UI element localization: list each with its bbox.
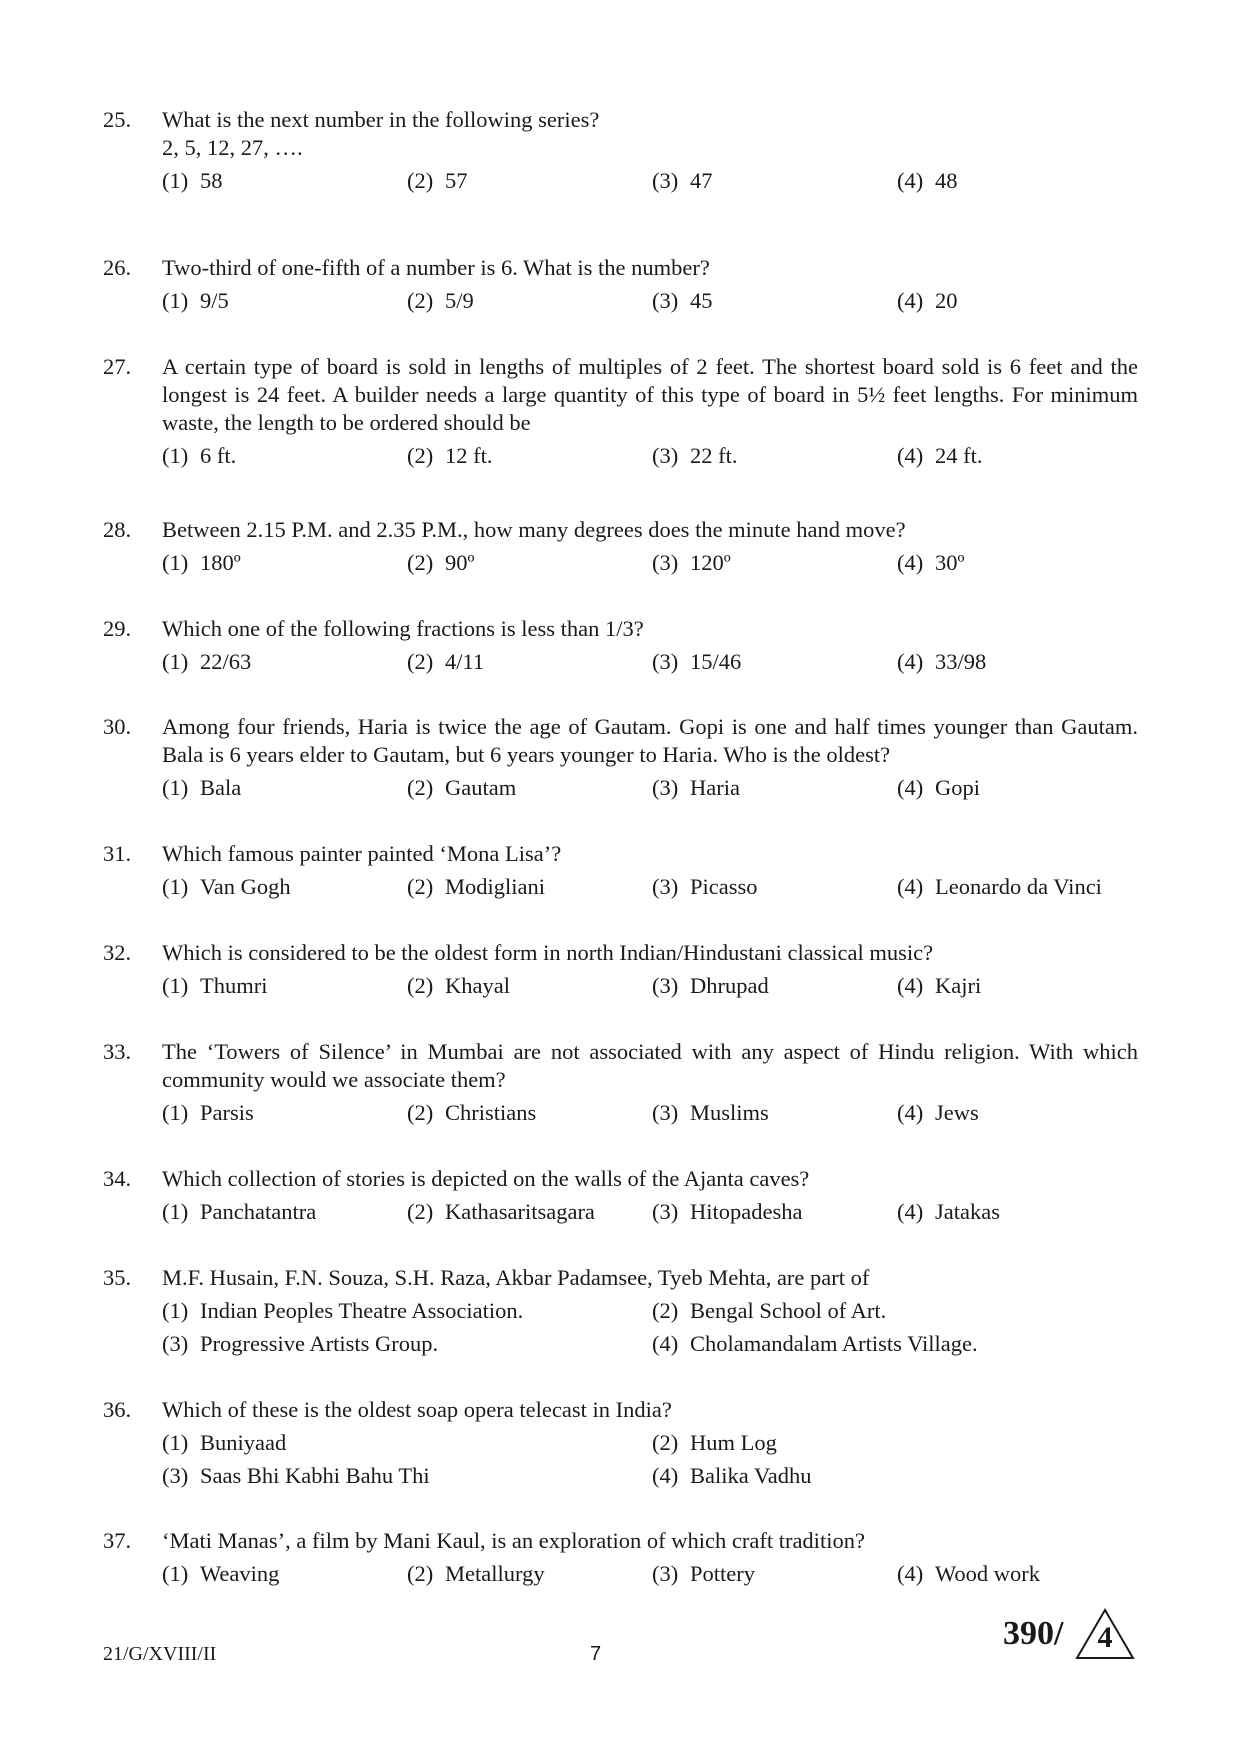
option-number: (2)	[407, 168, 434, 193]
question-line: Which collection of stories is depicted on the walls of the Ajanta caves?	[162, 1166, 810, 1191]
option-3[interactable]	[652, 549, 731, 577]
option-text: Leonardo da Vinci	[935, 874, 1102, 899]
option-text: Saas Bhi Kabhi Bahu Thi	[200, 1463, 430, 1488]
options	[162, 648, 1138, 681]
option-number: (3)	[652, 443, 679, 468]
option-text: Hum Log	[690, 1430, 777, 1455]
question-number: 33.	[103, 1039, 132, 1064]
option-number: (4)	[897, 649, 924, 674]
option-4[interactable]	[897, 873, 1102, 901]
option-text: 180º	[200, 550, 241, 575]
question-line: Which one of the following fractions is less than 1/3?	[162, 616, 644, 641]
question-number: 28.	[103, 517, 132, 542]
option-2[interactable]	[407, 442, 493, 470]
option-number: (3)	[162, 1331, 189, 1356]
option-text: 24 ft.	[935, 443, 983, 468]
option-text: Progressive Artists Group.	[200, 1331, 439, 1356]
option-text: 120º	[690, 550, 731, 575]
option-text: Panchatantra	[200, 1199, 317, 1224]
option-text: Kathasaritsagara	[445, 1199, 595, 1224]
option-text: Modigliani	[445, 874, 545, 899]
question-text: A certain type of board is sold in lengths of multiples of 2 feet. The shortest board sold is 6 feet and the longest is 24 feet. A builder needs a large quantity of this type of board in 5½ feet lengths. For minimum waste, the length to be ordered should be	[162, 354, 1138, 435]
option-text: Buniyaad	[200, 1430, 287, 1455]
option-text: Bala	[200, 775, 242, 800]
option-3[interactable]	[652, 648, 741, 676]
option-number: (3)	[652, 1199, 679, 1224]
question-27	[103, 353, 1138, 475]
option-text: Cholamandalam Artists Village.	[690, 1331, 978, 1356]
option-3[interactable]	[652, 442, 738, 470]
option-1[interactable]	[162, 1297, 523, 1325]
question-number: 34.	[103, 1166, 132, 1191]
options	[162, 1198, 1138, 1231]
option-text: 5/9	[445, 288, 474, 313]
option-number: (2)	[407, 1561, 434, 1586]
option-2[interactable]	[407, 287, 474, 315]
option-number: (1)	[162, 168, 189, 193]
option-number: (2)	[407, 550, 434, 575]
option-number: (4)	[897, 168, 924, 193]
option-3[interactable]	[652, 1198, 802, 1226]
question-number: 25.	[103, 107, 132, 132]
option-number: (3)	[652, 288, 679, 313]
option-text: Haria	[690, 775, 740, 800]
options	[162, 1560, 1138, 1593]
option-number: (1)	[162, 1298, 189, 1323]
question-text: Among four friends, Haria is twice the age of Gautam. Gopi is one and half times younger than Gautam. Bala is 6 years elder to Gautam, but 6 years younger to Haria. Who is the oldest?	[162, 714, 1138, 767]
question-text: The ‘Towers of Silence’ in Mumbai are not associated with any aspect of Hindu religion. With which community would we associate them?	[162, 1039, 1138, 1092]
question-26	[103, 254, 1138, 320]
option-text: 58	[200, 168, 223, 193]
option-number: (2)	[407, 443, 434, 468]
option-number: (1)	[162, 973, 189, 998]
option-text: Picasso	[690, 874, 758, 899]
question-33	[103, 1038, 1138, 1132]
question-31	[103, 840, 1138, 906]
option-2[interactable]	[407, 549, 474, 577]
question-34	[103, 1165, 1138, 1231]
option-1[interactable]	[162, 1560, 279, 1588]
option-1[interactable]	[162, 442, 236, 470]
option-2[interactable]	[407, 972, 510, 1000]
option-3[interactable]	[652, 873, 758, 901]
option-text: 9/5	[200, 288, 229, 313]
option-number: (2)	[407, 775, 434, 800]
option-number: (3)	[652, 1100, 679, 1125]
option-text: Bengal School of Art.	[690, 1298, 887, 1323]
option-number: (1)	[162, 775, 189, 800]
option-3[interactable]	[652, 972, 769, 1000]
option-4[interactable]	[897, 549, 964, 577]
question-line: Which famous painter painted ‘Mona Lisa’?	[162, 841, 562, 866]
question-number: 27.	[103, 354, 132, 379]
option-number: (2)	[407, 288, 434, 313]
paper-code: 21/G/XVIII/II	[103, 1643, 217, 1665]
options	[162, 873, 1138, 906]
question-line: 2, 5, 12, 27, ….	[162, 135, 303, 160]
option-text: Muslims	[690, 1100, 769, 1125]
option-number: (3)	[652, 874, 679, 899]
option-4[interactable]	[897, 167, 958, 195]
set-number: 390/	[1003, 1615, 1064, 1652]
option-text: 33/98	[935, 649, 987, 674]
option-2[interactable]	[652, 1429, 777, 1457]
question-line: M.F. Husain, F.N. Souza, S.H. Raza, Akbar Padamsee, Tyeb Mehta, are part of	[162, 1265, 870, 1290]
question-text	[162, 254, 1138, 282]
option-4[interactable]	[897, 1099, 979, 1127]
option-3[interactable]	[162, 1330, 438, 1358]
option-number: (3)	[652, 1561, 679, 1586]
options	[162, 167, 1138, 200]
question-text	[162, 1396, 1138, 1424]
question-29	[103, 615, 1138, 681]
option-4[interactable]	[897, 442, 983, 470]
option-4[interactable]	[897, 1198, 1000, 1226]
set-variant-badge	[1075, 1608, 1135, 1660]
option-text: Jews	[935, 1100, 979, 1125]
option-text: Metallurgy	[445, 1561, 545, 1586]
option-text: 30º	[935, 550, 965, 575]
option-number: (4)	[897, 1561, 924, 1586]
question-text	[162, 1527, 1138, 1555]
option-text: Gopi	[935, 775, 980, 800]
option-number: (3)	[652, 649, 679, 674]
option-number: (1)	[162, 874, 189, 899]
option-text: Pottery	[690, 1561, 755, 1586]
option-text: Gautam	[445, 775, 517, 800]
option-text: 90º	[445, 550, 475, 575]
option-text: Christians	[445, 1100, 537, 1125]
option-text: Hitopadesha	[690, 1199, 803, 1224]
option-number: (2)	[407, 874, 434, 899]
option-number: (2)	[407, 1199, 434, 1224]
question-line: Which is considered to be the oldest form in north Indian/Hindustani classical music?	[162, 940, 934, 965]
option-text: Dhrupad	[690, 973, 769, 998]
option-text: Indian Peoples Theatre Association.	[200, 1298, 524, 1323]
option-2[interactable]	[407, 1560, 545, 1588]
option-1[interactable]	[162, 287, 229, 315]
option-1[interactable]	[162, 167, 223, 195]
option-3[interactable]	[652, 287, 713, 315]
option-1[interactable]	[162, 1198, 316, 1226]
options	[162, 972, 1138, 1005]
option-1[interactable]	[162, 648, 251, 676]
question-32	[103, 939, 1138, 1005]
set-variant-number: 4	[1097, 1621, 1113, 1654]
page-number: 7	[590, 1643, 602, 1665]
option-number: (1)	[162, 443, 189, 468]
question-number: 29.	[103, 616, 132, 641]
option-number: (1)	[162, 288, 189, 313]
question-line: What is the next number in the following series?	[162, 107, 600, 132]
question-number: 30.	[103, 714, 132, 739]
option-1[interactable]	[162, 873, 291, 901]
question-30	[103, 713, 1138, 807]
question-text	[162, 106, 1138, 162]
option-text: 12 ft.	[445, 443, 493, 468]
option-number: (3)	[652, 775, 679, 800]
option-number: (3)	[652, 550, 679, 575]
option-1[interactable]	[162, 1099, 254, 1127]
option-number: (4)	[652, 1463, 679, 1488]
options	[162, 442, 1138, 475]
option-text: 20	[935, 288, 958, 313]
question-number: 36.	[103, 1397, 132, 1422]
question-text	[162, 615, 1138, 643]
option-3[interactable]	[652, 167, 713, 195]
option-number: (1)	[162, 649, 189, 674]
question-text	[162, 516, 1138, 544]
question-25	[103, 106, 1138, 200]
option-3[interactable]	[652, 1099, 769, 1127]
option-text: 22 ft.	[690, 443, 738, 468]
option-text: Weaving	[200, 1561, 280, 1586]
option-number: (1)	[162, 550, 189, 575]
question-number: 32.	[103, 940, 132, 965]
option-text: Wood work	[935, 1561, 1041, 1586]
option-2[interactable]	[407, 774, 516, 802]
option-text: Van Gogh	[200, 874, 291, 899]
option-3[interactable]	[652, 1560, 755, 1588]
option-text: Khayal	[445, 973, 510, 998]
option-4[interactable]	[897, 287, 958, 315]
option-number: (2)	[407, 649, 434, 674]
option-number: (4)	[897, 775, 924, 800]
question-text	[162, 1165, 1138, 1193]
option-2[interactable]	[407, 873, 545, 901]
question-number: 31.	[103, 841, 132, 866]
option-text: 47	[690, 168, 713, 193]
question-number: 26.	[103, 255, 132, 280]
option-text: 22/63	[200, 649, 252, 674]
question-line: Which of these is the oldest soap opera telecast in India?	[162, 1397, 672, 1422]
option-2[interactable]	[407, 1198, 595, 1226]
option-number: (1)	[162, 1561, 189, 1586]
option-text: Kajri	[935, 973, 982, 998]
option-4[interactable]	[897, 648, 986, 676]
option-number: (3)	[652, 168, 679, 193]
option-number: (1)	[162, 1199, 189, 1224]
options	[162, 774, 1138, 807]
option-text: Balika Vadhu	[690, 1463, 812, 1488]
question-text	[162, 1264, 1138, 1292]
question-line: Between 2.15 P.M. and 2.35 P.M., how many degrees does the minute hand move?	[162, 517, 906, 542]
option-number: (2)	[652, 1430, 679, 1455]
option-text: Thumri	[200, 973, 268, 998]
option-text: 15/46	[690, 649, 742, 674]
option-4[interactable]	[652, 1462, 811, 1490]
option-1[interactable]	[162, 774, 241, 802]
option-number: (2)	[407, 973, 434, 998]
option-2[interactable]	[407, 167, 468, 195]
option-number: (4)	[897, 1100, 924, 1125]
option-text: 6 ft.	[200, 443, 237, 468]
options	[162, 287, 1138, 320]
option-number: (1)	[162, 1100, 189, 1125]
option-1[interactable]	[162, 1429, 286, 1457]
options	[162, 549, 1138, 582]
option-4[interactable]	[897, 1560, 1040, 1588]
option-number: (1)	[162, 1430, 189, 1455]
option-number: (2)	[407, 1100, 434, 1125]
question-text	[162, 840, 1138, 868]
question-number: 37.	[103, 1528, 132, 1553]
options	[162, 1297, 1138, 1363]
option-1[interactable]	[162, 972, 268, 1000]
question-36	[103, 1396, 1138, 1495]
option-text: 57	[445, 168, 468, 193]
question-37	[103, 1527, 1138, 1593]
options	[162, 1099, 1138, 1132]
option-number: (4)	[897, 550, 924, 575]
option-number: (2)	[652, 1298, 679, 1323]
question-number: 35.	[103, 1265, 132, 1290]
option-number: (4)	[652, 1331, 679, 1356]
question-text	[162, 939, 1138, 967]
question-35	[103, 1264, 1138, 1363]
option-3[interactable]	[162, 1462, 430, 1490]
option-text: 48	[935, 168, 958, 193]
option-2[interactable]	[407, 648, 484, 676]
option-3[interactable]	[652, 774, 740, 802]
option-number: (3)	[162, 1463, 189, 1488]
option-4[interactable]	[897, 972, 981, 1000]
option-number: (4)	[897, 1199, 924, 1224]
option-number: (4)	[897, 288, 924, 313]
option-number: (4)	[897, 443, 924, 468]
option-1[interactable]	[162, 549, 241, 577]
question-28	[103, 516, 1138, 582]
options	[162, 1429, 1138, 1495]
option-2[interactable]	[652, 1297, 886, 1325]
option-text: Parsis	[200, 1100, 254, 1125]
option-text: 45	[690, 288, 713, 313]
option-number: (4)	[897, 973, 924, 998]
question-line: ‘Mati Manas’, a film by Mani Kaul, is an exploration of which craft tradition?	[162, 1528, 865, 1553]
option-4[interactable]	[652, 1330, 978, 1358]
option-text: Jatakas	[935, 1199, 1000, 1224]
option-4[interactable]	[897, 774, 980, 802]
option-number: (3)	[652, 973, 679, 998]
option-2[interactable]	[407, 1099, 536, 1127]
question-line: Two-third of one-fifth of a number is 6. What is the number?	[162, 255, 710, 280]
option-text: 4/11	[445, 649, 485, 674]
option-number: (4)	[897, 874, 924, 899]
